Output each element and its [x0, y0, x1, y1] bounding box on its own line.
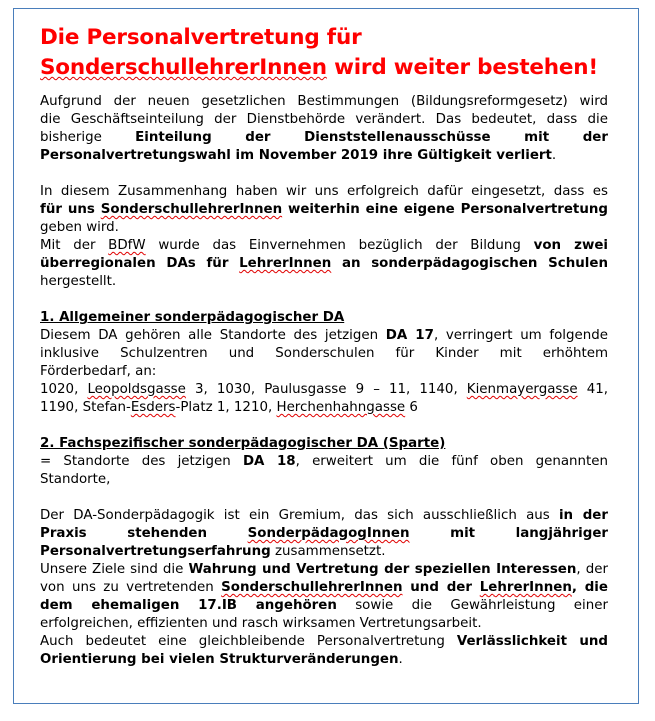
section-1-line-3: Förderbedarf, an:: [40, 364, 157, 379]
board-text: zusammensetzt.: [270, 544, 386, 559]
commitment-bold: weiterhin eine eigene Personalvertretung: [282, 202, 608, 217]
headline-term: SonderschullehrerInnen: [40, 55, 327, 80]
commitment-bold: überregionalen DAs für: [40, 256, 240, 271]
commitment-text: Mit der: [40, 238, 109, 253]
document-content: [40, 23, 608, 669]
board-bold: mit langjähriger: [409, 526, 609, 541]
board-line-4: [40, 561, 608, 579]
section-specialized-da: [40, 435, 608, 489]
board-term: SonderpädagogInnen: [247, 526, 410, 541]
board-term: LehrerInnen: [479, 580, 572, 595]
board-line-1: [40, 507, 608, 525]
intro-line-2: die Geschäftseinteilung der Dienstbehörde verändert. Das bedeutet, dass die: [40, 112, 608, 127]
section-1-line-1: [40, 327, 608, 345]
section-2-line-2: Standorte,: [40, 472, 111, 487]
board-text: Der DA-Sonderpädagogik ist ein Gremium, das sich ausschließlich aus: [40, 508, 559, 523]
commitment-line-1: In diesem Zusammenhang haben wir uns erfolgreich dafür eingesetzt, dass es: [40, 184, 608, 199]
board-bold: Wahrung und Vertretung der speziellen Interessen: [188, 562, 577, 577]
board-line-9: [40, 651, 608, 669]
commitment-line-4: [40, 237, 608, 255]
address-text: 3, 1030, Paulusgasse 9 – 11, 1140,: [185, 382, 467, 397]
section-2-line-1: [40, 453, 608, 471]
section-2-heading: 2. Fachspezifischer sonderpädagogischer DA (Sparte): [40, 436, 446, 451]
board-line-5: [40, 579, 608, 597]
section-1-text: , verringert um folgende: [433, 328, 608, 343]
address-street: Esders: [130, 400, 176, 415]
section-1-line-5: [40, 399, 608, 417]
commitment-bold: für uns: [40, 202, 101, 217]
board-term: SonderschullehrerInnen: [221, 580, 403, 595]
board-bold: Praxis stehenden: [40, 526, 248, 541]
address-street: Herchenhahngasse: [276, 400, 406, 415]
board-bold: und der: [402, 580, 480, 595]
commitment-bold: von zwei: [533, 238, 608, 253]
commitment-line-3: geben wird.: [40, 220, 119, 235]
address-street: Kienmayergasse: [466, 382, 578, 397]
document-frame: [13, 8, 639, 704]
address-text: 1020,: [40, 382, 88, 397]
paragraph-board: [40, 507, 608, 669]
section-2-bold: DA 18: [242, 454, 296, 469]
paragraph-commitment: [40, 183, 608, 291]
board-line-8: [40, 633, 608, 651]
board-text: Auch bedeutet eine gleichbleibende Personalvertretung: [40, 634, 457, 649]
commitment-line-6: hergestellt.: [40, 274, 117, 289]
section-1-bold: DA 17: [385, 328, 434, 343]
intro-text: bisherige: [40, 130, 102, 145]
board-text: .: [398, 652, 403, 667]
intro-line-1: Aufgrund der neuen gesetzlichen Bestimmungen (Bildungsreformgesetz) wird: [40, 94, 608, 109]
board-bold: dem ehemaligen 17.IB angehören: [40, 598, 337, 613]
intro-text: .: [551, 148, 557, 163]
paragraph-intro: [40, 93, 608, 165]
board-line-7: erfolgreichen, effizienten und rasch wirksamen Vertretungsarbeit.: [40, 616, 482, 631]
section-1-line-4: [40, 381, 608, 399]
board-line-2: [40, 525, 608, 543]
address-text: 41,: [577, 382, 608, 397]
commitment-line-2: [40, 201, 608, 219]
board-text: sowie die Gewährleistung einer: [336, 598, 608, 613]
board-text: , der: [576, 562, 608, 577]
board-line-3: [40, 543, 608, 561]
board-text: Unsere Ziele sind die: [40, 562, 189, 577]
intro-bold: Personalvertretungswahl im November 2019: [40, 148, 379, 163]
headline-rest: wird weiter bestehen!: [326, 55, 598, 80]
headline-line-2: [40, 53, 608, 83]
board-line-6: [40, 597, 608, 615]
section-2-text: , erweitert um die fünf oben genannten: [295, 454, 609, 469]
board-text: von uns zu vertretenden: [40, 580, 222, 595]
section-1-text: Diesem DA gehören alle Standorte des jetzigen: [40, 328, 386, 343]
address-text: 6: [405, 400, 418, 415]
section-1-line-2: inklusive Schulzentren und Sonderschulen für Kinder mit erhöhtem: [40, 346, 608, 361]
board-bold: , die: [571, 580, 608, 595]
commitment-term: SonderschullehrerInnen: [100, 202, 283, 217]
board-bold: Orientierung bei vielen Strukturveränderungen: [40, 652, 399, 667]
board-bold: Verlässlichkeit und: [456, 634, 608, 649]
headline-line-1: Die Personalvertretung für: [40, 25, 362, 50]
intro-bold: Einteilung der Dienststellenausschüsse mit der: [135, 130, 608, 145]
commitment-line-5: [40, 255, 608, 273]
intro-line-3: [40, 129, 608, 147]
address-street: Leopoldsgasse: [87, 382, 186, 397]
commitment-bold: an sonderpädagogischen Schulen: [331, 256, 608, 271]
address-text: 1190, Stefan-: [40, 400, 131, 415]
board-bold: in der: [558, 508, 608, 523]
section-2-text: = Standorte des jetzigen: [40, 454, 243, 469]
intro-line-4: [40, 147, 608, 165]
commitment-term: BDfW: [108, 238, 146, 253]
section-general-da: [40, 309, 608, 417]
address-text: -Platz 1, 1210,: [175, 400, 277, 415]
commitment-term: LehrerInnen: [239, 256, 332, 271]
board-bold: Personalvertretungserfahrung: [40, 544, 271, 559]
intro-bold: ihre Gültigkeit verliert: [378, 148, 552, 163]
headline: [40, 23, 608, 83]
commitment-text: wurde das Einvernehmen bezüglich der Bildung: [145, 238, 534, 253]
section-1-heading: 1. Allgemeiner sonderpädagogischer DA: [40, 310, 345, 325]
